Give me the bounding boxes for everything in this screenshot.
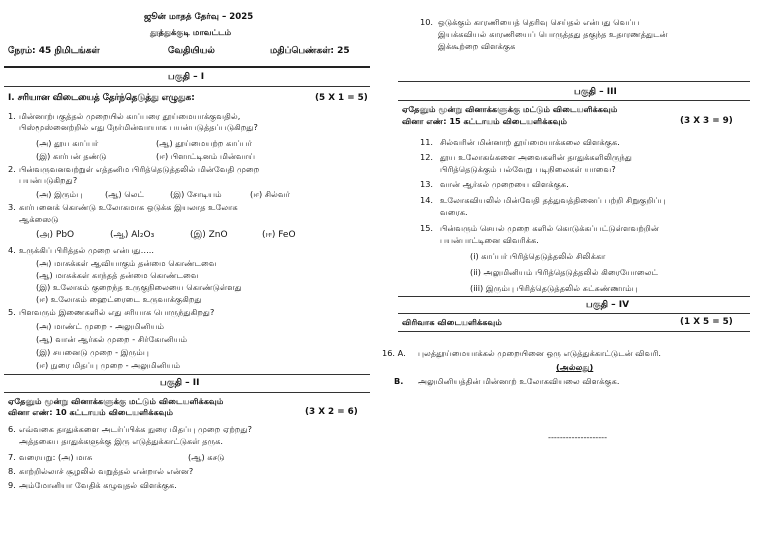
question-text-line: ஆக்ஸைடு bbox=[19, 214, 59, 224]
part1-marks: (5 X 1 = 5) bbox=[315, 93, 368, 103]
question-text-line: இக்கூற்றை விளக்குக bbox=[438, 41, 516, 51]
exam-subject: வேதியியல் bbox=[168, 46, 215, 56]
question-text-line: எவ்வகை தாதுக்களை அடர்ப்பிக்க நுரை மிதப்பு முறை ஏற்றது? bbox=[19, 424, 252, 434]
option: (ஆ) வான் ஆர்கல் முறை - சிர்கோனியம் bbox=[36, 334, 188, 344]
part1-label: பகுதி – I bbox=[168, 72, 205, 82]
option: (இ) கார்பன் தண்டு bbox=[36, 151, 107, 161]
option: (ஆ) மாசுக்கள் காந்தத் தன்மை கொண்டவை bbox=[36, 270, 199, 280]
option: (ஆ) தூய்மையற்ற காப்பர் bbox=[156, 138, 253, 148]
option: (அ) தூய காப்பர் bbox=[36, 138, 99, 148]
question-number: 1. bbox=[8, 111, 16, 121]
exam-marks: மதிப்பெண்கள்: 25 bbox=[270, 46, 350, 56]
part2-label: பகுதி – II bbox=[160, 378, 200, 388]
question-text-line: பயன்படுகிறது? bbox=[19, 175, 78, 185]
option: (ஈ) சில்வர் bbox=[250, 189, 291, 199]
option: (அ) மாண்ட் முறை - அலுமினியம் bbox=[36, 321, 165, 331]
question-text-line: பிளவரும் இணைகளில் எது சரியாக பொருந்துகிறது? bbox=[19, 307, 215, 317]
part4-divider bbox=[398, 313, 750, 314]
question-number: 7. bbox=[8, 452, 16, 462]
part2-divider bbox=[4, 392, 370, 393]
question-number: 12. bbox=[420, 152, 434, 162]
question-text-line: அத்தகைய தாதுக்களுக்கு இரு எடுத்துக்காட்டுகள் தருக. bbox=[19, 436, 224, 446]
question-number: 14. bbox=[420, 195, 434, 205]
option: (அ) இரும்பு bbox=[36, 189, 83, 199]
question-number: 9. bbox=[8, 480, 16, 490]
district-name: தூத்துக்குடி மாவட்டம் bbox=[150, 27, 232, 37]
sub-item: (ii) அலுமினியம் பிரித்தெடுத்தலில் கிரையோலைட் bbox=[470, 267, 659, 277]
question-text-line: உலோகவியலில் மின்வேதி தத்துவத்தினைப் பற்றி சிறுகுறிப்பு bbox=[440, 195, 666, 205]
part4-marks: (1 X 5 = 5) bbox=[680, 317, 733, 327]
end-dashes: -------------------- bbox=[548, 432, 608, 442]
question-number: 4. bbox=[8, 245, 16, 255]
question-number: 13. bbox=[420, 179, 434, 189]
part2-compulsory: வினா எண்: 10 கட்டாயம் விடையளிக்கவும் bbox=[8, 407, 174, 417]
question-number: 10. bbox=[420, 17, 434, 27]
exam-time: நேரம்: 45 நிமிடங்கள் bbox=[8, 46, 100, 56]
question-number: 8. bbox=[8, 466, 16, 476]
option: (அ) மாசுக்கள் ஆவியாகும் தன்மை கொண்டவை bbox=[36, 258, 217, 268]
question-text-line: பின்வருவனவற்றுள் எத்தனிம பிரித்தெடுத்தலில் மின்வேதி முறை bbox=[19, 164, 260, 174]
question-number: B. bbox=[394, 376, 404, 386]
question-text-line: பிரித்தெடுக்கும் பல்வேறு படிநிலைகள் யாவை? bbox=[440, 164, 616, 174]
part3-marks: (3 X 3 = 9) bbox=[680, 116, 733, 126]
question-text-line: இயக்கவியல் காரணியைப் பொருத்தது தகுந்த உதாரணத்துடன் bbox=[438, 29, 668, 39]
part4-label: பகுதி – IV bbox=[586, 300, 630, 310]
option: (இ) உலோகம் குறைந்த உருகுநிலையை கொண்டுள்ளது bbox=[36, 282, 242, 292]
option: (ஈ) நுரை மிதப்பு முறை - அலுமினியம் bbox=[36, 360, 181, 370]
part3-divider bbox=[398, 100, 750, 101]
question-text-line: மின்னாற்பகுத்தல் முறையில் காப்பரை தூய்மையாக்குவதில், bbox=[19, 111, 241, 121]
question-text-line: புலத்தூய்மையாக்கல் முறையினை ஒரு எடுத்துக்காட்டுடன் விவரி. bbox=[418, 348, 661, 358]
exam-title: ஜூன் மாதத் தேர்வு – 2025 bbox=[144, 12, 254, 22]
question-number: 5. bbox=[8, 307, 16, 317]
sub-item: (i) காப்பர் பிரித்தெடுத்தலில் சிலிக்கா bbox=[470, 251, 606, 261]
question-text-line: பிஸ்மூஸ்னைற்றில் எது நேர்மின்வாயாக பயன்படுத்தப்படுகிறது? bbox=[19, 122, 258, 132]
question-text-line: ஒடுக்கும் காரணியைத் தெரிவு செய்தல் என்பது வெப்ப bbox=[438, 17, 640, 27]
question-text-line: அம்மோனியா வேதிக் கழுவுதல் விளக்குக. bbox=[19, 480, 177, 490]
option: (இ) சயனைடு முறை - இரும்பு bbox=[36, 347, 149, 357]
question-number: 6. bbox=[8, 424, 16, 434]
part3-compulsory: வினா எண்: 15 கட்டாயம் விடையளிக்கவும் bbox=[402, 116, 568, 126]
question-number: 3. bbox=[8, 202, 16, 212]
option: (ஈ) பிளாட்டினம் மின்வாய் bbox=[156, 151, 256, 161]
question-text-line: பின்வரும் செயல் முறை களில் கொடுக்கப்பட்டுள்ளவற்றின் bbox=[440, 223, 659, 233]
or-divider-text: (அல்லது) bbox=[556, 362, 594, 372]
option: (ஈ) FeO bbox=[262, 230, 296, 240]
question-number: 2. bbox=[8, 164, 16, 174]
part3-label: பகுதி – III bbox=[574, 87, 617, 97]
question-number: 16. A. bbox=[382, 348, 406, 358]
part2-instruction: ஏதேனும் மூன்று வினாக்களுக்கு மட்டும் விடையளிக்கவும் bbox=[8, 396, 224, 406]
question-number: 11. bbox=[420, 137, 434, 147]
question-text-line: (ஆ) கசடு bbox=[188, 452, 225, 462]
option: (ஆ) Al₂O₃ bbox=[110, 230, 155, 240]
question-text-line: கார்பனைக் கொண்டு உலோகமாக ஒடுக்க இயலாத உலோக bbox=[19, 202, 238, 212]
option: (ஆ) லெட் bbox=[105, 189, 145, 199]
question-text-line: வரைக. bbox=[440, 207, 468, 217]
sub-item: (iii) இரும்பு பிரித்தெடுத்தலில் சுட்சுண்ணாம்பு bbox=[470, 283, 638, 293]
question-text-line: சில்வரின் மின்னாற் தூய்மையாக்கலை விளக்குக. bbox=[440, 137, 620, 147]
question-text-line: உருக்கிப் பிரித்தல் முறை என்பது….. bbox=[19, 245, 155, 255]
part4-instruction: விரிவாக விடையளிக்கவும் bbox=[402, 317, 502, 327]
option: (இ) சோடியம் bbox=[170, 189, 222, 199]
part3-instruction: ஏதேனும் மூன்று வினாக்களுக்கு மட்டும் விடையளிக்கவும் bbox=[402, 104, 618, 114]
header-divider bbox=[4, 66, 370, 68]
part4-bottom-divider bbox=[398, 331, 750, 332]
option: (ஈ) உலோகம் ஹைட்ரைடை உருவாக்குகிறது bbox=[36, 294, 202, 304]
question-text-line: வரையறு: (அ) மாசு bbox=[19, 452, 93, 462]
question-number: 15. bbox=[420, 223, 434, 233]
option: (அ) PbO bbox=[36, 230, 75, 240]
part2-top-divider bbox=[4, 374, 370, 375]
question-text-line: தூய உலோகங்களை அவைகளின் தாதுக்களிலிருந்து bbox=[440, 152, 632, 162]
option: (இ) ZnO bbox=[190, 230, 228, 240]
question-text-line: அலுமினியத்தின் மின்னாற் உலோகவியலை விளக்குக. bbox=[418, 376, 620, 386]
part2-marks: (3 X 2 = 6) bbox=[305, 407, 358, 417]
question-text-line: பயன்பாட்டினை விவரிக்க. bbox=[440, 235, 539, 245]
part3-top-divider bbox=[398, 81, 750, 82]
part4-top-divider bbox=[398, 296, 750, 297]
part1-divider bbox=[4, 86, 370, 87]
part1-instruction: I. சரியான விடையைத் தேர்ந்தெடுத்து எழுதுக: bbox=[8, 93, 195, 103]
question-text-line: காற்றில்லாச் சூழலில் வறுத்தல் என்றால் என்ன? bbox=[19, 466, 194, 476]
question-text-line: வான் ஆர்கல் முறையை விளக்குக. bbox=[440, 179, 569, 189]
